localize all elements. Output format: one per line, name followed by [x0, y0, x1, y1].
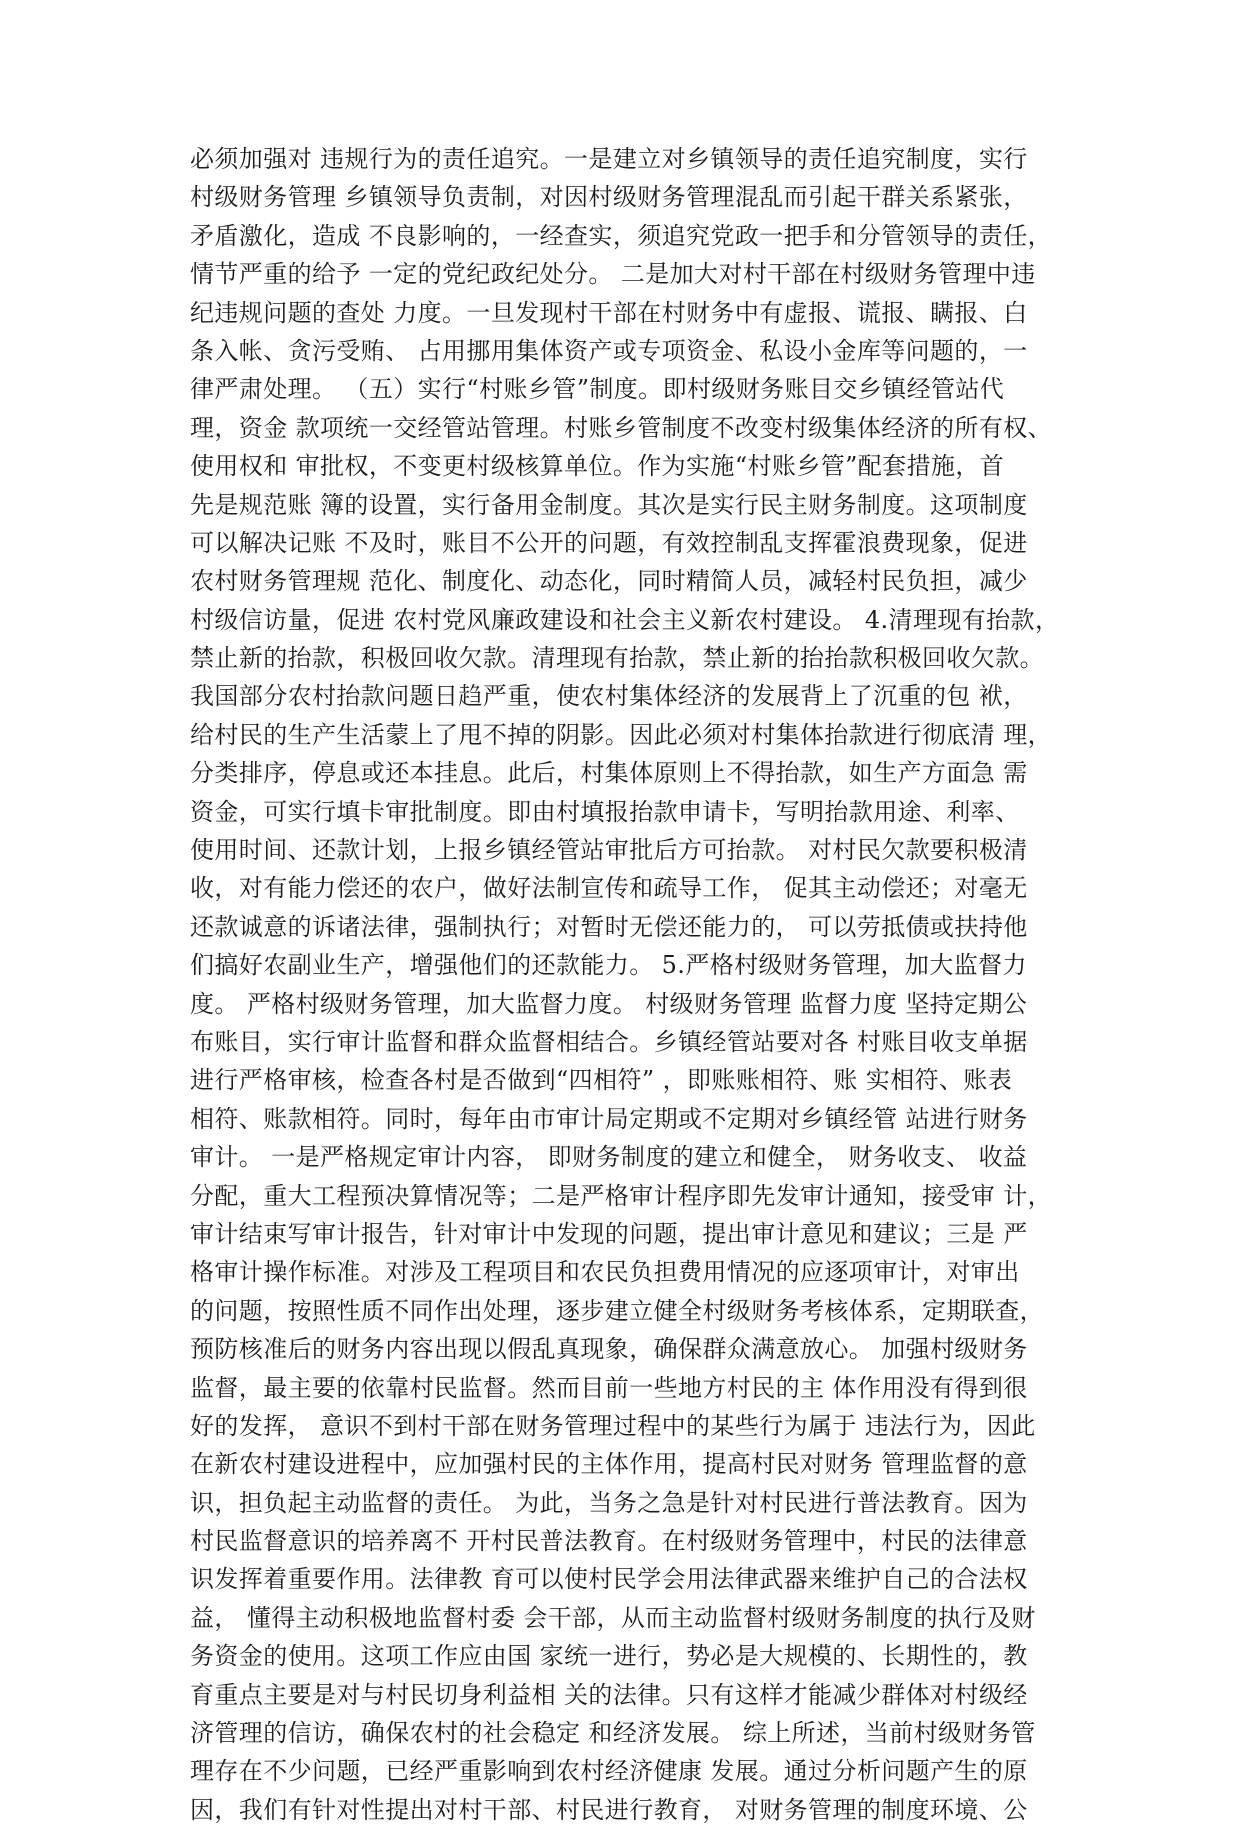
text-line: 识发挥着重要作用。法律教 育可以使村民学会用法律武器来维护自己的合法权	[190, 1565, 1028, 1594]
text-line: 纪违规问题的查处 力度。一旦发现村干部在村财务中有虚报、谎报、瞒报、白	[190, 298, 1028, 327]
text-line: 好的发挥， 意识不到村干部在财务管理过程中的某些行为属于 违法行为，因此	[190, 1411, 1036, 1440]
text-line: 预防核准后的财务内容出现以假乱真现象，确保群众满意放心。 加强村级财务	[190, 1335, 1028, 1364]
text-line: 情节严重的给予 一定的党纪政纪处分。 二是加大对村干部在村级财务管理中违	[190, 260, 1036, 289]
text-line: 条入帐、贪污受贿、 占用挪用集体资产或专项资金、私设小金库等问题的，一	[190, 336, 1028, 365]
text-line: 益， 懂得主动积极地监督村委 会干部，从而主动监督村级财务制度的执行及财	[190, 1603, 1036, 1632]
text-line: 分类排序，停息或还本挂息。此后，村集体原则上不得抬款，如生产方面急 需	[190, 759, 1028, 788]
text-line: 在新农村建设进程中，应加强村民的主体作用，提高村民对财务 管理监督的意	[190, 1450, 1028, 1479]
text-line: 济管理的信访，确保农村的社会稳定 和经济发展。 综上所述，当前村级财务管	[190, 1719, 1036, 1748]
text-line: 收，对有能力偿还的农户，做好法制宣传和疏导工作， 促其主动偿还；对毫无	[190, 874, 1028, 903]
text-line: 资金，可实行填卡审批制度。即由村填报抬款申请卡，写明抬款用途、利率、	[190, 797, 1020, 826]
text-line: 育重点主要是对与村民切身利益相 关的法律。只有这样才能减少群体对村级经	[190, 1680, 1028, 1709]
text-line: 的问题，按照性质不同作出处理，逐步建立健全村级财务考核体系，定期联查，	[190, 1296, 1044, 1325]
text-line: 矛盾激化，造成 不良影响的，一经查实，须追究党政一把手和分管领导的责任，	[190, 221, 1053, 250]
text-line: 可以解决记账 不及时，账目不公开的问题，有效控制乱支挥霍浪费现象，促进	[190, 528, 1028, 557]
text-line: 给村民的生产生活蒙上了甩不掉的阴影。因此必须对村集体抬款进行彻底清 理，	[190, 720, 1053, 749]
text-line: 我国部分农村抬款问题日趋严重，使农村集体经济的发展背上了沉重的包 袱，	[190, 682, 1028, 711]
text-line: 理存在不少问题，已经严重影响到农村经济健康 发展。通过分析问题产生的原	[190, 1757, 1028, 1786]
text-line: 禁止新的抬款，积极回收欠款。清理现有抬款，禁止新的抬抬款积极回收欠款。	[190, 644, 1044, 673]
text-line: 理，资金 款项统一交经管站管理。村账乡管制度不改变村级集体经济的所有权、	[190, 413, 1053, 442]
text-line: 相符、账款相符。同时，每年由市审计局定期或不定期对乡镇经管 站进行财务	[190, 1104, 1028, 1133]
text-line: 识，担负起主动监督的责任。 为此，当务之急是针对村民进行普法教育。因为	[190, 1488, 1028, 1517]
text-line: 农村财务管理规 范化、制度化、动态化，同时精简人员，减轻村民负担，减少	[190, 567, 1028, 596]
text-line: 先是规范账 簿的设置，实行备用金制度。其次是实行民主财务制度。这项制度	[190, 490, 1028, 519]
text-line: 律严肃处理。 （五）实行“村账乡管”制度。即村级财务账目交乡镇经管站代	[190, 375, 1005, 404]
text-line: 必须加强对 违规行为的责任追究。一是建立对乡镇领导的责任追究制度，实行	[190, 145, 1028, 173]
text-line: 格审计操作标准。对涉及工程项目和农民负担费用情况的应逐项审计，对审出	[190, 1258, 1020, 1287]
text-line: 分配，重大工程预决算情况等；二是严格审计程序即先发审计通知，接受审 计，	[190, 1181, 1053, 1210]
text-line: 审计结束写审计报告，针对审计中发现的问题，提出审计意见和建议；三是 严	[190, 1219, 1028, 1248]
text-line: 村级信访量，促进 农村党风廉政建设和社会主义新农村建设。 4.清理现有抬款，	[190, 605, 1060, 634]
text-line: 监督，最主要的依靠村民监督。然而目前一些地方村民的主 体作用没有得到很	[190, 1373, 1028, 1402]
text-line: 审计。 一是严格规定审计内容， 即财务制度的建立和健全， 财务收支、 收益	[190, 1143, 1028, 1172]
text-line: 因，我们有针对性提出对村干部、村民进行教育， 对财务管理的制度环境、公	[190, 1795, 1028, 1824]
text-line: 务资金的使用。这项工作应由国 家统一进行，势必是大规模的、长期性的，教	[190, 1642, 1028, 1671]
text-line: 还款诚意的诉诸法律，强制执行；对暂时无偿还能力的， 可以劳抵债或扶持他	[190, 912, 1028, 941]
text-line: 村民监督意识的培养离不 开村民普法教育。在村级财务管理中，村民的法律意	[190, 1527, 1028, 1556]
text-line: 村级财务管理 乡镇领导负责制，对因村级财务管理混乱而引起干群关系紧张，	[190, 183, 1028, 212]
text-line: 们搞好农副业生产，增强他们的还款能力。 5.严格村级财务管理，加大监督力	[190, 951, 1027, 980]
text-line: 使用权和 审批权，不变更村级核算单位。作为实施“村账乡管”配套措施，首	[190, 452, 1005, 481]
text-line: 度。 严格村级财务管理，加大监督力度。 村级财务管理 监督力度 坚持定期公	[190, 989, 1028, 1018]
text-line: 布账目，实行审计监督和群众监督相结合。乡镇经管站要对各 村账目收支单据	[190, 1027, 1028, 1056]
body-text	[190, 140, 1080, 1829]
text-line: 进行严格审核，检查各村是否做到“四相符” ，即账账相符、账 实相符、账表	[190, 1066, 1013, 1095]
text-line: 使用时间、还款计划，上报乡镇经管站审批后方可抬款。 对村民欠款要积极清	[190, 836, 1028, 865]
